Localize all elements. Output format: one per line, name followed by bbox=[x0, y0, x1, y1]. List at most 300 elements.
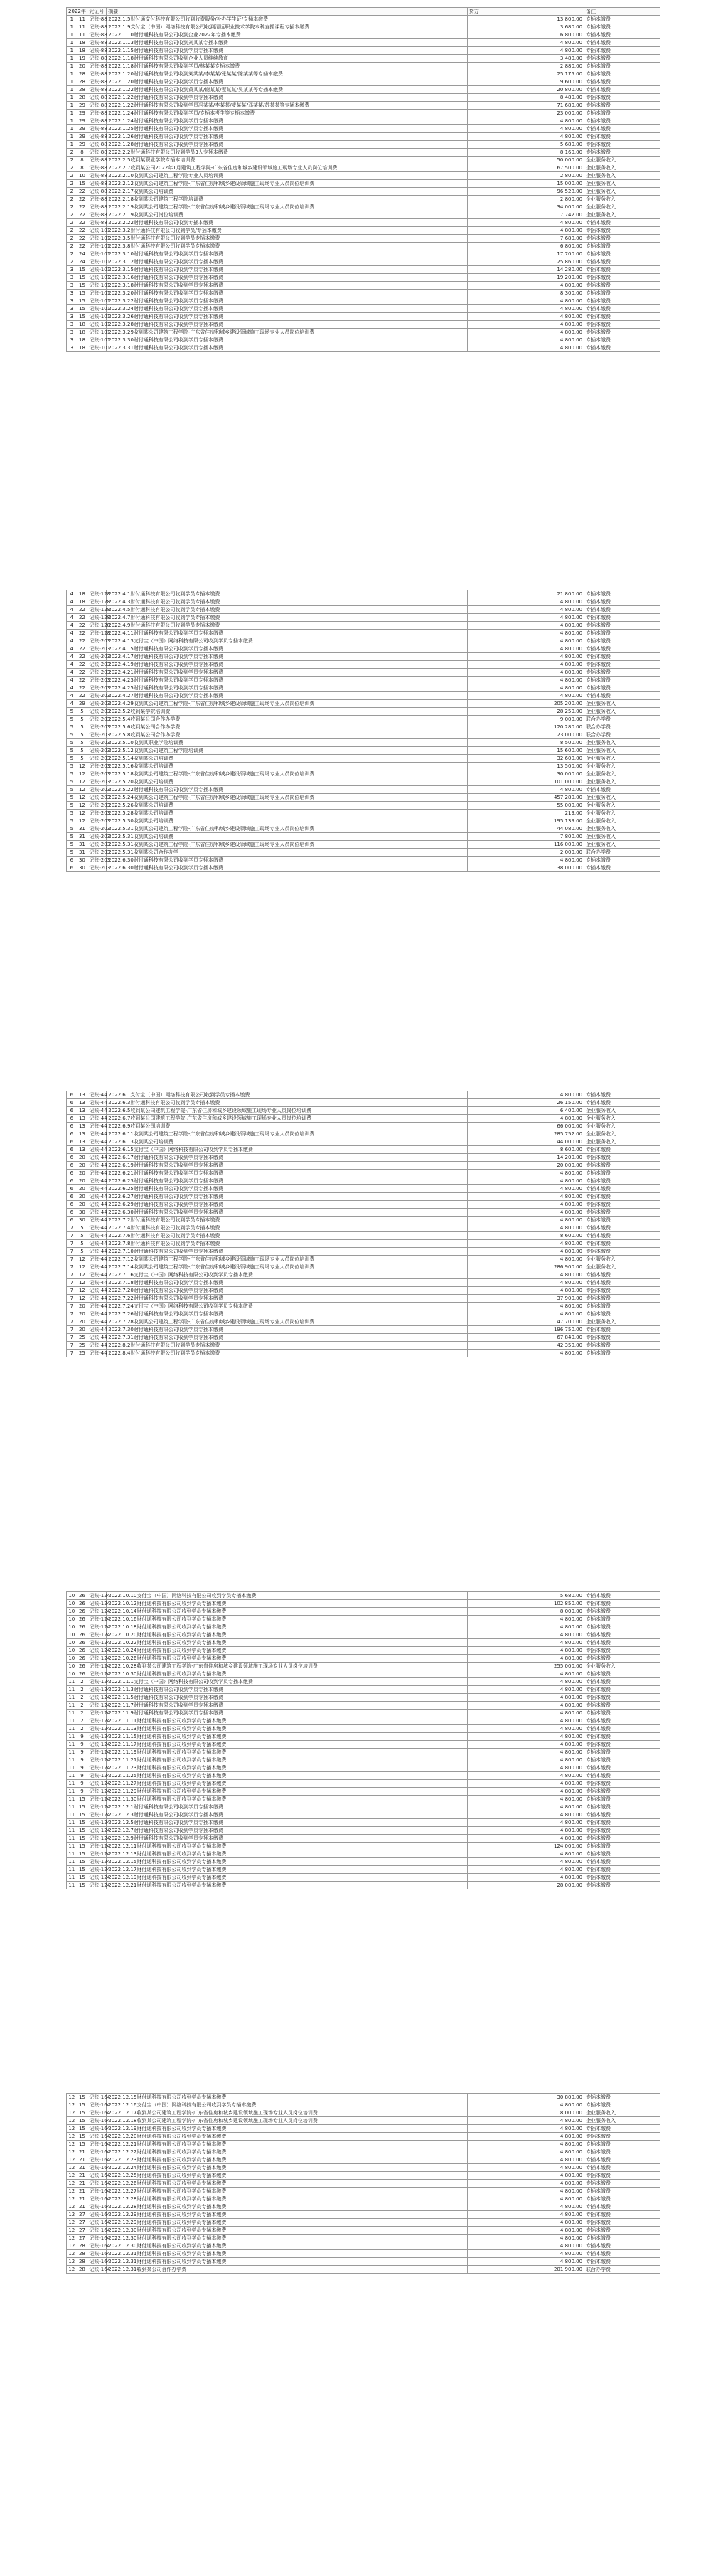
voucher-cell: 记账-101 bbox=[87, 329, 107, 336]
note-cell: 专插本缴费 bbox=[584, 2180, 660, 2188]
note-cell: 专插本缴费 bbox=[584, 1193, 660, 1201]
day-cell: 21 bbox=[77, 2172, 87, 2180]
month-cell: 7 bbox=[67, 1256, 77, 1263]
day-cell: 5 bbox=[77, 731, 87, 739]
note-cell: 专插本缴费 bbox=[584, 1623, 660, 1631]
table-row bbox=[67, 2109, 660, 2117]
day-cell: 28 bbox=[77, 2242, 87, 2250]
amount-cell: 4,800.00 bbox=[467, 1874, 584, 1882]
note-cell: 联合办学费 bbox=[584, 849, 660, 857]
month-cell: 1 bbox=[67, 86, 77, 94]
day-cell: 20 bbox=[77, 1185, 87, 1193]
month-cell: 10 bbox=[67, 1623, 77, 1631]
table-row bbox=[67, 266, 660, 274]
ledger-table bbox=[66, 1091, 660, 1357]
summary-cell: 2022.12.9财付通科技有限公司收到学员专插本缴费 bbox=[107, 1835, 468, 1843]
amount-cell: 4,800.00 bbox=[467, 297, 584, 305]
summary-cell: 2022.2.2财付通科技有限公司收到学员3人专插本缴费 bbox=[107, 149, 468, 157]
summary-cell: 2022.3.10财付通科技有限公司收到学员专插本缴费 bbox=[107, 250, 468, 258]
month-cell: 12 bbox=[67, 2172, 77, 2180]
note-cell: 专插本缴费 bbox=[584, 1772, 660, 1780]
summary-cell: 2022.12.26财付通科技有限公司收到学员专插本缴费 bbox=[107, 2180, 468, 2188]
amount-cell: 4,800.00 bbox=[467, 2203, 584, 2211]
voucher-cell: 记账-44 bbox=[87, 1123, 107, 1130]
note-cell: 专插本缴费 bbox=[584, 1874, 660, 1882]
month-cell: 3 bbox=[67, 290, 77, 297]
month-cell: 5 bbox=[67, 755, 77, 763]
summary-cell: 2022.6.29财付通科技有限公司收到学员专插本缴费 bbox=[107, 1201, 468, 1209]
table-row bbox=[67, 598, 660, 606]
amount-cell: 4,800.00 bbox=[467, 1279, 584, 1287]
amount-cell: 4,800.00 bbox=[467, 653, 584, 661]
day-cell: 11 bbox=[77, 23, 87, 31]
amount-cell: 4,800.00 bbox=[467, 1091, 584, 1099]
day-cell: 2 bbox=[77, 1725, 87, 1733]
month-cell: 2 bbox=[67, 203, 77, 211]
amount-cell: 8,000.00 bbox=[467, 2109, 584, 2117]
table-row bbox=[67, 290, 660, 297]
day-cell: 26 bbox=[77, 1663, 87, 1670]
table-row bbox=[67, 1733, 660, 1741]
note-cell: 专插本缴费 bbox=[584, 1702, 660, 1710]
summary-cell: 2022.7.14收到某公司建筑工程学院-广东省住房和城乡建设领域施工现场专业人员岗位培训费 bbox=[107, 1263, 468, 1271]
day-cell: 29 bbox=[77, 700, 87, 708]
summary-cell: 2022.5.16收到某公司培训费 bbox=[107, 763, 468, 770]
month-cell: 1 bbox=[67, 63, 77, 70]
day-cell: 15 bbox=[77, 2133, 87, 2141]
summary-cell: 2022.5.10收到某职业学院培训费 bbox=[107, 739, 468, 747]
month-cell: 3 bbox=[67, 274, 77, 282]
table-row bbox=[67, 723, 660, 731]
day-cell: 15 bbox=[77, 297, 87, 305]
note-cell: 企业服务收入 bbox=[584, 1115, 660, 1123]
voucher-cell: 记账-44 bbox=[87, 1115, 107, 1123]
day-cell: 28 bbox=[77, 78, 87, 86]
summary-header: 摘要 bbox=[107, 8, 468, 16]
voucher-cell: 记账-128 bbox=[87, 598, 107, 606]
note-cell: 专插本缴费 bbox=[584, 1240, 660, 1248]
note-cell: 专插本缴费 bbox=[584, 2172, 660, 2180]
summary-cell: 2022.12.7财付通科技有限公司收到学员专插本缴费 bbox=[107, 1827, 468, 1835]
day-cell: 22 bbox=[77, 211, 87, 219]
table-row bbox=[67, 2117, 660, 2125]
note-cell: 专插本缴费 bbox=[584, 297, 660, 305]
summary-cell: 2022.2.18收到某公司建筑工程学院培训费 bbox=[107, 196, 468, 203]
month-cell: 11 bbox=[67, 1717, 77, 1725]
summary-cell: 2022.11.29财付通科技有限公司收到学员专插本缴费 bbox=[107, 1788, 468, 1796]
month-cell: 4 bbox=[67, 622, 77, 630]
note-cell: 专插本缴费 bbox=[584, 1803, 660, 1811]
amount-cell: 21,800.00 bbox=[467, 590, 584, 598]
day-cell: 30 bbox=[77, 857, 87, 864]
day-cell: 12 bbox=[77, 1287, 87, 1295]
table-row bbox=[67, 833, 660, 841]
summary-cell: 2022.3.26财付通科技有限公司收到学员专插本缴费 bbox=[107, 313, 468, 321]
table-row bbox=[67, 1248, 660, 1256]
summary-cell: 2022.6.3财付通科技有限公司收到学员专插本缴费 bbox=[107, 1099, 468, 1107]
voucher-cell: 记账-44 bbox=[87, 1217, 107, 1224]
note-cell: 专插本缴费 bbox=[584, 1248, 660, 1256]
amount-cell: 4,800.00 bbox=[467, 1248, 584, 1256]
amount-cell: 4,800.00 bbox=[467, 1796, 584, 1803]
day-cell: 26 bbox=[77, 1670, 87, 1678]
note-cell: 专插本缴费 bbox=[584, 2219, 660, 2227]
voucher-cell: 记账-88 bbox=[87, 141, 107, 149]
month-cell: 5 bbox=[67, 778, 77, 786]
amount-cell: 4,800.00 bbox=[467, 1224, 584, 1232]
table-row bbox=[67, 55, 660, 63]
month-cell: 1 bbox=[67, 16, 77, 23]
month-cell: 5 bbox=[67, 794, 77, 802]
month-cell: 11 bbox=[67, 1866, 77, 1874]
day-cell: 15 bbox=[77, 180, 87, 188]
month-cell: 2 bbox=[67, 164, 77, 172]
voucher-cell: 记账-203 bbox=[87, 645, 107, 653]
voucher-cell: 记账-203 bbox=[87, 723, 107, 731]
summary-cell: 2022.11.25财付通科技有限公司收到学员专插本缴费 bbox=[107, 1772, 468, 1780]
table-row bbox=[67, 2172, 660, 2180]
amount-cell: 4,800.00 bbox=[467, 1201, 584, 1209]
note-cell: 企业服务收入 bbox=[584, 1123, 660, 1130]
table-row bbox=[67, 2219, 660, 2227]
table-row bbox=[67, 1811, 660, 1819]
voucher-cell: 记账-203 bbox=[87, 747, 107, 755]
amount-cell: 2,000.00 bbox=[467, 849, 584, 857]
table-row bbox=[67, 157, 660, 164]
amount-cell: 13,500.00 bbox=[467, 763, 584, 770]
table-row bbox=[67, 2258, 660, 2266]
voucher-cell: 记账-124 bbox=[87, 1866, 107, 1874]
day-cell: 12 bbox=[77, 763, 87, 770]
table-row bbox=[67, 1240, 660, 1248]
table-row bbox=[67, 329, 660, 336]
day-cell: 22 bbox=[77, 243, 87, 250]
month-cell: 5 bbox=[67, 825, 77, 833]
note-cell: 专插本缴费 bbox=[584, 606, 660, 614]
table-row bbox=[67, 313, 660, 321]
day-cell: 15 bbox=[77, 2141, 87, 2148]
voucher-cell: 记账-124 bbox=[87, 1827, 107, 1835]
month-cell: 1 bbox=[67, 78, 77, 86]
month-cell: 1 bbox=[67, 117, 77, 125]
voucher-cell: 记账-124 bbox=[87, 1874, 107, 1882]
month-cell: 12 bbox=[67, 2219, 77, 2227]
voucher-cell: 记账-44 bbox=[87, 1334, 107, 1342]
amount-cell: 55,000.00 bbox=[467, 802, 584, 810]
day-cell: 21 bbox=[77, 2203, 87, 2211]
amount-cell: 15,600.00 bbox=[467, 747, 584, 755]
summary-cell: 2022.5.22财付通科技有限公司收到学员专插本缴费 bbox=[107, 786, 468, 794]
amount-cell: 4,800.00 bbox=[467, 1647, 584, 1655]
note-cell: 专插本缴费 bbox=[584, 1639, 660, 1647]
day-cell: 29 bbox=[77, 102, 87, 110]
amount-cell: 4,800.00 bbox=[467, 2195, 584, 2203]
voucher-cell: 记账-101 bbox=[87, 336, 107, 344]
voucher-cell: 记账-164 bbox=[87, 2125, 107, 2133]
month-cell: 6 bbox=[67, 1201, 77, 1209]
summary-cell: 2022.12.5财付通科技有限公司收到学员专插本缴费 bbox=[107, 1819, 468, 1827]
day-cell: 20 bbox=[77, 1177, 87, 1185]
summary-cell: 2022.6.30财付通科技有限公司收到学员专插本缴费 bbox=[107, 857, 468, 864]
table-row bbox=[67, 117, 660, 125]
voucher-cell: 记账-124 bbox=[87, 1756, 107, 1764]
day-cell: 26 bbox=[77, 1616, 87, 1623]
note-cell: 专插本缴费 bbox=[584, 2258, 660, 2266]
month-cell: 12 bbox=[67, 2242, 77, 2250]
summary-cell: 2022.7.30财付通科技有限公司收到学员专插本缴费 bbox=[107, 1326, 468, 1334]
day-cell: 29 bbox=[77, 117, 87, 125]
table-row bbox=[67, 1686, 660, 1694]
table-row bbox=[67, 258, 660, 266]
note-cell: 企业服务收入 bbox=[584, 763, 660, 770]
summary-cell: 2022.1.26财付通科技有限公司收到学员专插本缴费 bbox=[107, 133, 468, 141]
amount-cell: 38,000.00 bbox=[467, 864, 584, 872]
voucher-cell: 记账-44 bbox=[87, 1303, 107, 1310]
note-cell: 企业服务收入 bbox=[584, 1263, 660, 1271]
voucher-cell: 记账-164 bbox=[87, 2266, 107, 2274]
amount-cell: 4,800.00 bbox=[467, 1702, 584, 1710]
amount-cell: 4,800.00 bbox=[467, 1616, 584, 1623]
table-row bbox=[67, 817, 660, 825]
month-cell: 2 bbox=[67, 211, 77, 219]
voucher-cell: 记账-88 bbox=[87, 94, 107, 102]
month-cell: 5 bbox=[67, 786, 77, 794]
month-cell: 7 bbox=[67, 1279, 77, 1287]
month-cell: 10 bbox=[67, 1663, 77, 1670]
voucher-cell: 记账-44 bbox=[87, 1224, 107, 1232]
table-row bbox=[67, 1310, 660, 1318]
day-cell: 26 bbox=[77, 1655, 87, 1663]
table-row bbox=[67, 203, 660, 211]
day-cell: 22 bbox=[77, 645, 87, 653]
day-cell: 27 bbox=[77, 2211, 87, 2219]
note-cell: 专插本缴费 bbox=[584, 2156, 660, 2164]
table-row bbox=[67, 786, 660, 794]
day-cell: 26 bbox=[77, 1631, 87, 1639]
amount-cell: 285,752.00 bbox=[467, 1130, 584, 1138]
ledger-table bbox=[66, 2093, 660, 2274]
note-cell: 专插本缴费 bbox=[584, 1232, 660, 1240]
day-cell: 18 bbox=[77, 321, 87, 329]
summary-cell: 2022.4.29收到某公司建筑工程学院-广东省住房和城乡建设领域施工现场专业人员岗位培训费 bbox=[107, 700, 468, 708]
voucher-cell: 记账-44 bbox=[87, 1107, 107, 1115]
month-cell: 5 bbox=[67, 833, 77, 841]
summary-cell: 2022.12.27财付通科技有限公司收到学员专插本缴费 bbox=[107, 2188, 468, 2195]
month-cell: 10 bbox=[67, 1670, 77, 1678]
amount-cell: 4,800.00 bbox=[467, 219, 584, 227]
amount-cell: 8,600.00 bbox=[467, 1232, 584, 1240]
voucher-cell: 记账-124 bbox=[87, 1725, 107, 1733]
voucher-cell: 记账-124 bbox=[87, 1694, 107, 1702]
note-cell: 专插本缴费 bbox=[584, 1326, 660, 1334]
note-cell: 专插本缴费 bbox=[584, 1843, 660, 1850]
amount-cell: 4,800.00 bbox=[467, 1193, 584, 1201]
amount-cell: 4,800.00 bbox=[467, 1310, 584, 1318]
month-cell: 11 bbox=[67, 1756, 77, 1764]
table-row bbox=[67, 747, 660, 755]
summary-cell: 2022.5.31收到某公司培训费 bbox=[107, 833, 468, 841]
amount-cell: 28,000.00 bbox=[467, 1882, 584, 1889]
voucher-cell: 记账-124 bbox=[87, 1850, 107, 1858]
amount-cell: 7,680.00 bbox=[467, 235, 584, 243]
note-cell: 专插本缴费 bbox=[584, 274, 660, 282]
month-cell: 4 bbox=[67, 677, 77, 684]
summary-cell: 2022.10.10支付宝（中国）网络科技有限公司收到学员专插本缴费 bbox=[107, 1592, 468, 1600]
voucher-cell: 记账-88 bbox=[87, 55, 107, 63]
amount-cell: 4,800.00 bbox=[467, 1788, 584, 1796]
table-row bbox=[67, 1287, 660, 1295]
amount-cell: 4,800.00 bbox=[467, 645, 584, 653]
day-cell: 26 bbox=[77, 1623, 87, 1631]
month-cell: 3 bbox=[67, 321, 77, 329]
ledger-page-1 bbox=[0, 7, 728, 352]
amount-cell: 2,800.00 bbox=[467, 196, 584, 203]
voucher-cell: 记账-203 bbox=[87, 731, 107, 739]
summary-cell: 2022.10.26财付通科技有限公司收到学员专插本缴费 bbox=[107, 1655, 468, 1663]
table-row bbox=[67, 86, 660, 94]
amount-cell: 4,800.00 bbox=[467, 1185, 584, 1193]
summary-cell: 2022.8.4财付通科技有限公司收到学员专插本缴费 bbox=[107, 1350, 468, 1357]
amount-cell: 4,800.00 bbox=[467, 1350, 584, 1357]
amount-cell: 4,800.00 bbox=[467, 1694, 584, 1702]
ledger-page-3 bbox=[0, 1091, 728, 1357]
summary-cell: 2022.5.31收到某公司建筑工程学院-广东省住房和城乡建设领域施工现场专业人员岗位培训费 bbox=[107, 825, 468, 833]
day-cell: 15 bbox=[77, 2109, 87, 2117]
amount-cell: 28,250.00 bbox=[467, 708, 584, 716]
month-cell: 12 bbox=[67, 2188, 77, 2195]
summary-cell: 2022.2.5收到某职业学院专插本培训费 bbox=[107, 157, 468, 164]
day-cell: 26 bbox=[77, 1608, 87, 1616]
note-cell: 专插本缴费 bbox=[584, 2250, 660, 2258]
month-cell: 10 bbox=[67, 1616, 77, 1623]
day-cell: 21 bbox=[77, 2180, 87, 2188]
summary-cell: 2022.5.12收到某公司建筑工程学院培训费 bbox=[107, 747, 468, 755]
amount-cell: 8,500.00 bbox=[467, 739, 584, 747]
voucher-cell: 记账-44 bbox=[87, 1185, 107, 1193]
amount-cell: 4,800.00 bbox=[467, 1271, 584, 1279]
amount-cell: 7,742.00 bbox=[467, 211, 584, 219]
note-cell: 专插本缴费 bbox=[584, 1647, 660, 1655]
voucher-cell: 记账-44 bbox=[87, 1193, 107, 1201]
voucher-cell: 记账-44 bbox=[87, 1240, 107, 1248]
amount-cell: 30,000.00 bbox=[467, 770, 584, 778]
month-cell: 5 bbox=[67, 739, 77, 747]
month-cell: 12 bbox=[67, 2235, 77, 2242]
note-cell: 企业服务收入 bbox=[584, 1256, 660, 1263]
note-cell: 专插本缴费 bbox=[584, 2148, 660, 2156]
month-cell: 11 bbox=[67, 1772, 77, 1780]
amount-cell: 4,800.00 bbox=[467, 313, 584, 321]
amount-cell: 4,800.00 bbox=[467, 1858, 584, 1866]
table-row bbox=[67, 305, 660, 313]
month-cell: 11 bbox=[67, 1874, 77, 1882]
amount-cell: 4,800.00 bbox=[467, 622, 584, 630]
summary-cell: 2022.12.29财付通科技有限公司收到学员专插本缴费 bbox=[107, 2211, 468, 2219]
day-cell: 15 bbox=[77, 1811, 87, 1819]
month-cell: 5 bbox=[67, 731, 77, 739]
month-cell: 6 bbox=[67, 1146, 77, 1154]
month-cell: 4 bbox=[67, 684, 77, 692]
amount-cell: 4,800.00 bbox=[467, 1115, 584, 1123]
voucher-cell: 记账-44 bbox=[87, 1091, 107, 1099]
summary-cell: 2022.11.15财付通科技有限公司收到学员专插本缴费 bbox=[107, 1733, 468, 1741]
table-row bbox=[67, 125, 660, 133]
amount-cell: 4,800.00 bbox=[467, 2172, 584, 2180]
summary-cell: 2022.4.21财付通科技有限公司收到学员专插本缴费 bbox=[107, 669, 468, 677]
voucher-cell: 记账-88 bbox=[87, 16, 107, 23]
summary-cell: 2022.7.18财付通科技有限公司收到学员专插本缴费 bbox=[107, 1279, 468, 1287]
summary-cell: 2022.10.20财付通科技有限公司收到学员专插本缴费 bbox=[107, 1631, 468, 1639]
note-cell: 专插本缴费 bbox=[584, 2211, 660, 2219]
note-cell: 专插本缴费 bbox=[584, 2141, 660, 2148]
month-cell: 3 bbox=[67, 344, 77, 352]
table-row bbox=[67, 1850, 660, 1858]
amount-cell: 4,800.00 bbox=[467, 2156, 584, 2164]
voucher-cell: 记账-124 bbox=[87, 1764, 107, 1772]
table-row bbox=[67, 2148, 660, 2156]
voucher-cell: 记账-88 bbox=[87, 172, 107, 180]
amount-cell: 8,160.00 bbox=[467, 149, 584, 157]
summary-cell: 2022.4.9财付通科技有限公司收到学员专插本缴费 bbox=[107, 622, 468, 630]
summary-cell: 2022.5.31收到某公司建筑工程学院-广东省住房和城乡建设领域施工现场专业人员岗位培训费 bbox=[107, 841, 468, 849]
summary-cell: 2022.1.22财付通科技有限公司收到黄某某/谢某某/蔡某某/吴某某等专插本缴费 bbox=[107, 86, 468, 94]
table-row bbox=[67, 731, 660, 739]
month-cell: 11 bbox=[67, 1780, 77, 1788]
month-cell: 6 bbox=[67, 1107, 77, 1115]
voucher-cell: 记账-124 bbox=[87, 1811, 107, 1819]
table-row bbox=[67, 1858, 660, 1866]
voucher-cell: 记账-44 bbox=[87, 1146, 107, 1154]
amount-cell: 4,800.00 bbox=[467, 117, 584, 125]
month-cell: 10 bbox=[67, 1631, 77, 1639]
table-row bbox=[67, 739, 660, 747]
voucher-cell: 记账-203 bbox=[87, 810, 107, 817]
note-cell: 专插本缴费 bbox=[584, 266, 660, 274]
day-cell: 12 bbox=[77, 1256, 87, 1263]
amount-cell: 219.00 bbox=[467, 810, 584, 817]
table-row bbox=[67, 2133, 660, 2141]
amount-cell: 286,900.00 bbox=[467, 1263, 584, 1271]
month-cell: 11 bbox=[67, 1882, 77, 1889]
amount-cell: 34,000.00 bbox=[467, 203, 584, 211]
ledger-body bbox=[67, 590, 660, 872]
table-row bbox=[67, 1623, 660, 1631]
day-cell: 26 bbox=[77, 1647, 87, 1655]
voucher-cell: 记账-164 bbox=[87, 2180, 107, 2188]
note-cell: 企业服务收入 bbox=[584, 817, 660, 825]
amount-cell: 4,800.00 bbox=[467, 2148, 584, 2156]
note-cell: 专插本缴费 bbox=[584, 1678, 660, 1686]
table-row bbox=[67, 2242, 660, 2250]
summary-cell: 2022.11.27财付通科技有限公司收到学员专插本缴费 bbox=[107, 1780, 468, 1788]
voucher-cell: 记账-101 bbox=[87, 243, 107, 250]
amount-cell: 4,800.00 bbox=[467, 2188, 584, 2195]
voucher-cell: 记账-88 bbox=[87, 149, 107, 157]
voucher-cell: 记账-101 bbox=[87, 250, 107, 258]
table-row bbox=[67, 78, 660, 86]
day-cell: 12 bbox=[77, 1279, 87, 1287]
day-cell: 15 bbox=[77, 1819, 87, 1827]
month-cell: 12 bbox=[67, 2227, 77, 2235]
note-cell: 专插本缴费 bbox=[584, 653, 660, 661]
note-cell: 专插本缴费 bbox=[584, 1741, 660, 1749]
table-row bbox=[67, 1874, 660, 1882]
voucher-cell: 记账-124 bbox=[87, 1780, 107, 1788]
summary-cell: 2022.12.25财付通科技有限公司收到学员专插本缴费 bbox=[107, 2172, 468, 2180]
amount-cell: 67,840.00 bbox=[467, 1334, 584, 1342]
summary-cell: 2022.12.31收到某公司合作办学费 bbox=[107, 2266, 468, 2274]
ledger-page-5 bbox=[0, 2093, 728, 2274]
